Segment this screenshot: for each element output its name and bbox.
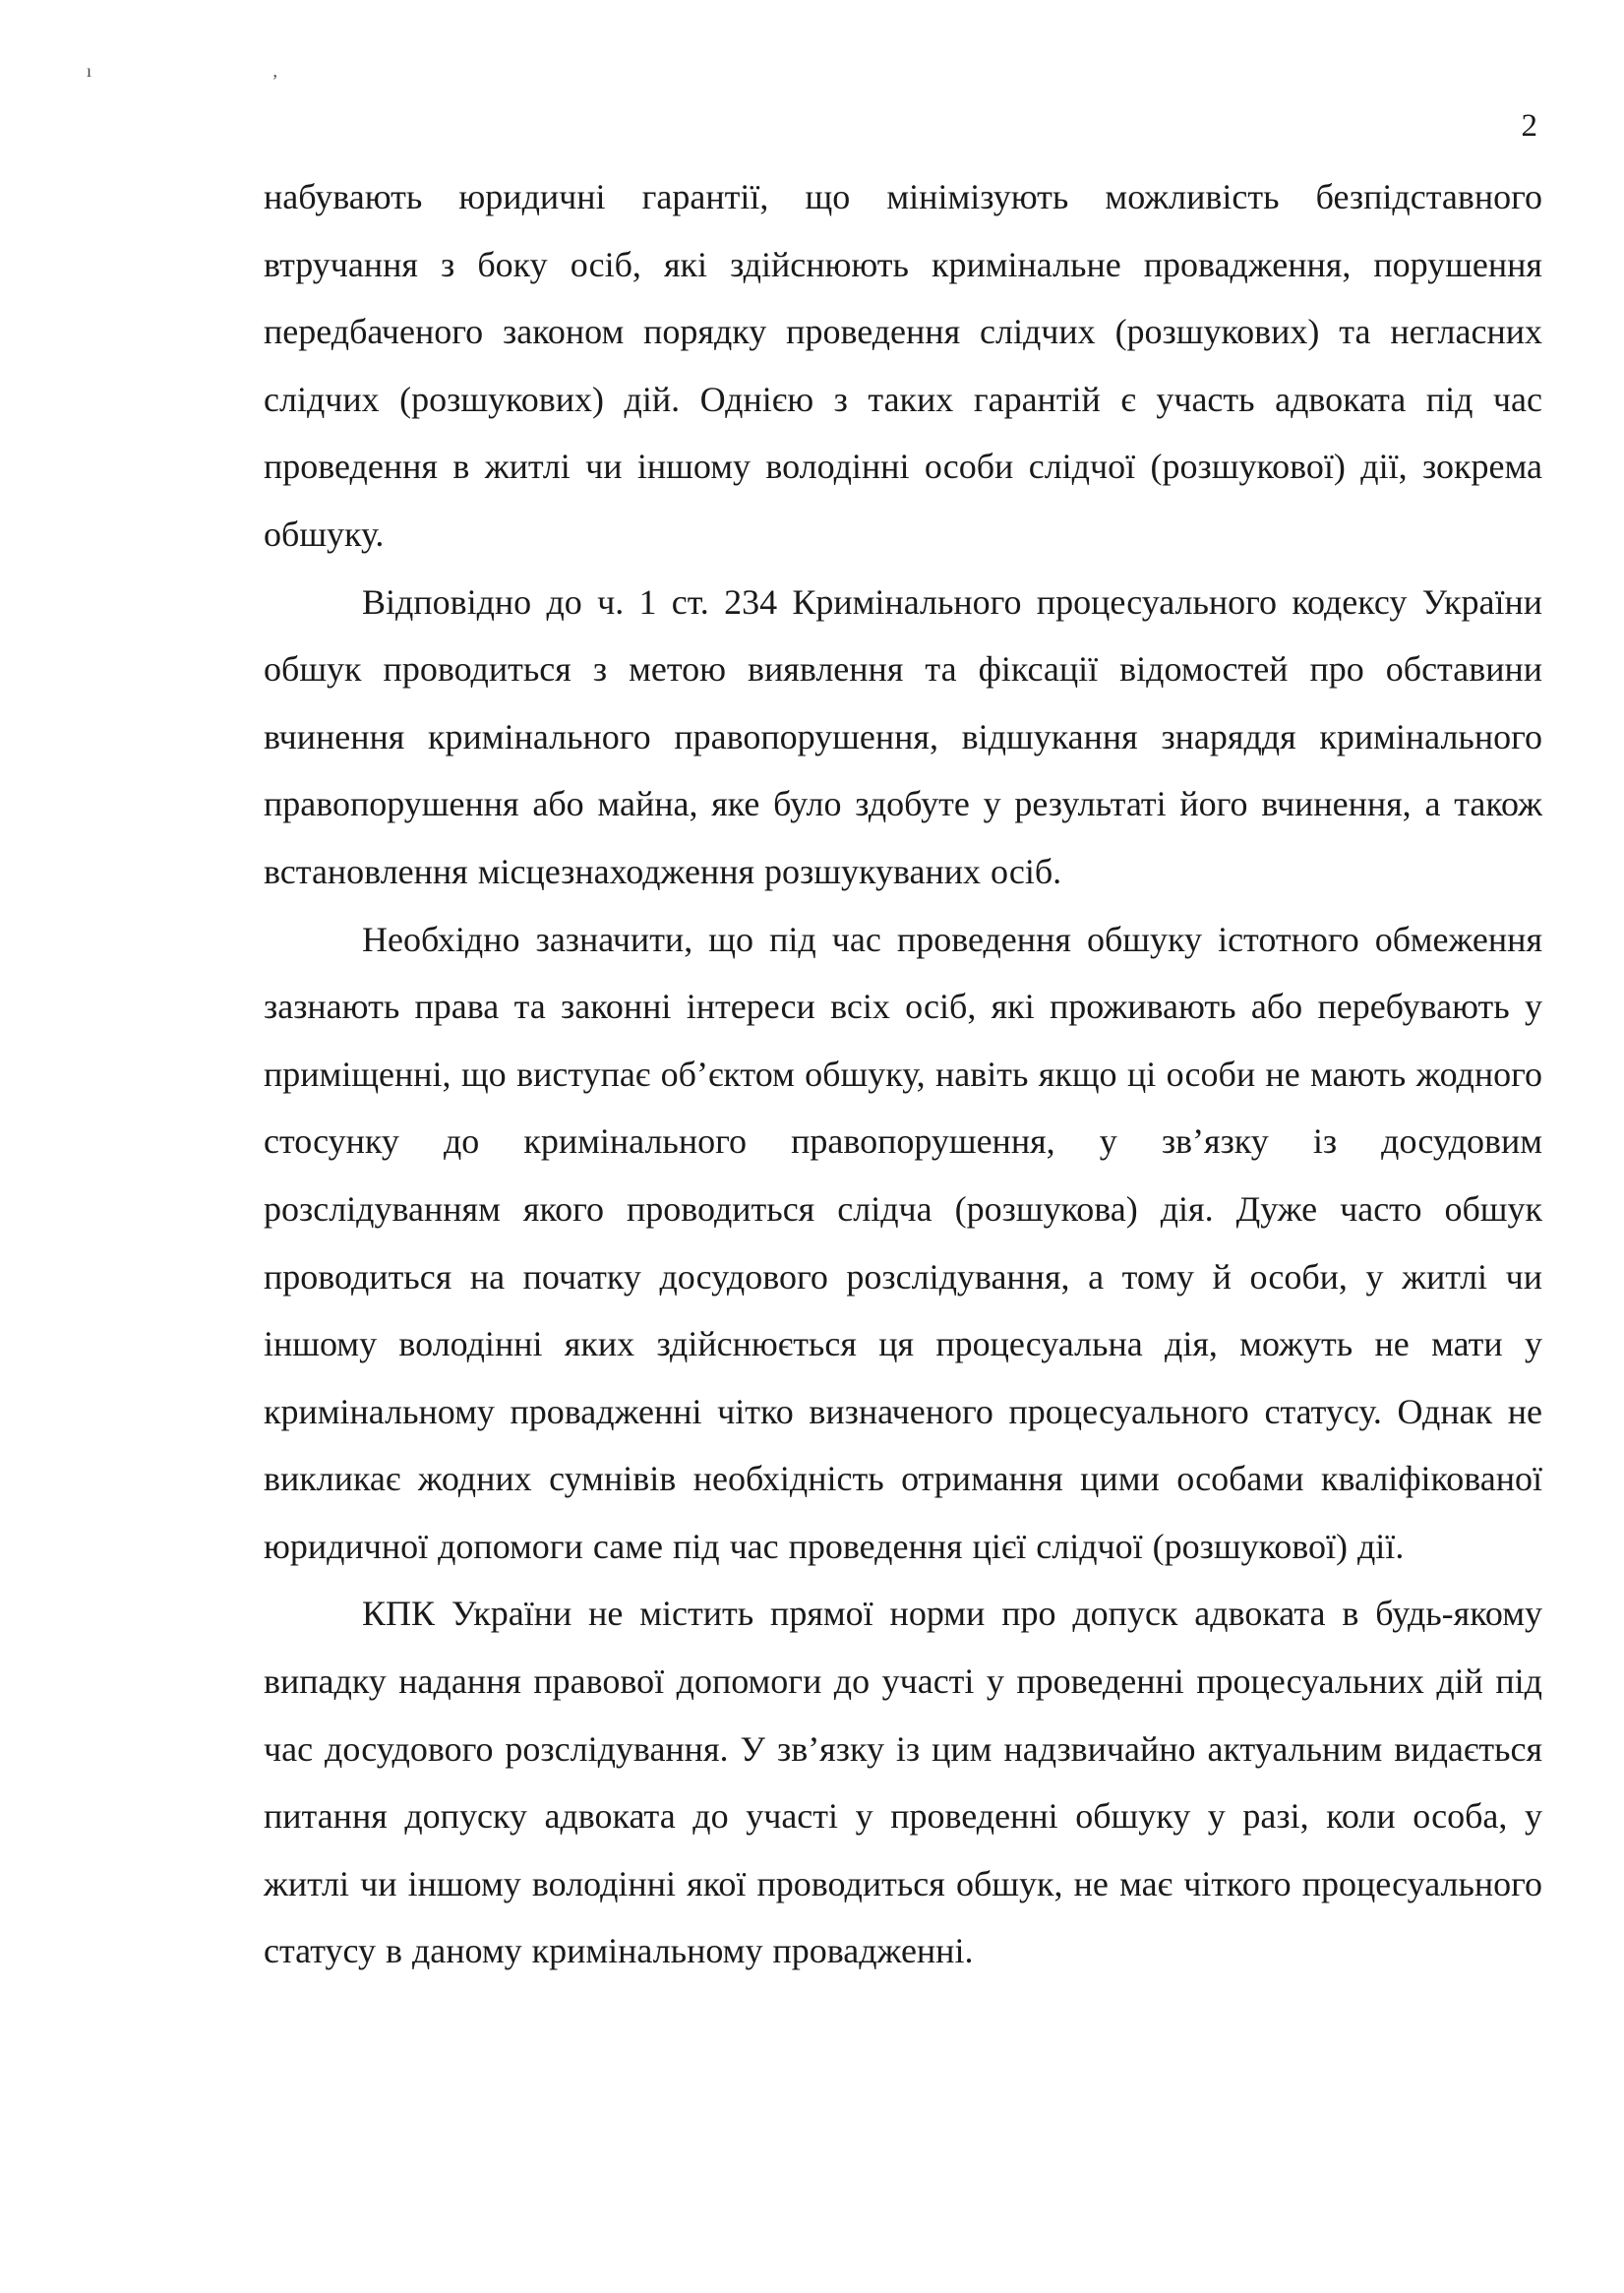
paragraph-2: Відповідно до ч. 1 ст. 234 Кримінального процесуального кодексу України обшук проводиться з метою виявлення та фіксації відомостей про обставини вчинення кримінального правопорушення, відшукання знаряддя кримінального правопорушення або майна, яке було здобуте у результаті його вчинення, а також встановлення місцезнаходження розшукуваних осіб. bbox=[264, 581, 1542, 891]
paragraph-3: Необхідно зазначити, що під час проведення обшуку істотного обмеження зазнають права та законні інтереси всіх осіб, які проживають або перебувають у приміщенні, що виступає об’єктом обшуку, навіть якщо ці особи не мають жодного стосунку до кримінального правопорушення, у зв’язку із досудовим розслідуванням якого проводиться слідча (розшукова) дія. Дуже часто обшук проводиться на початку досудового розслідування, а тому й особи, у житлі чи іншому володінні яких здійснюється ця процесуальна дія, можуть не мати у кримінальному провадженні чітко визначеного процесуального статусу. Однак не викликає жодних сумнівів необхідність отримання цими особами кваліфікованої юридичної допомоги саме під час проведення цієї слідчої (розшукової) дії. bbox=[264, 919, 1542, 1566]
paragraph-4: КПК України не містить прямої норми про допуск адвоката в будь-якому випадку надання правової допомоги до участі у проведенні процесуальних дій під час досудового розслідування. У зв’язку із цим надзвичайно актуальним видається питання допуску адвоката до участі у проведенні обшуку у разі, коли особа, у житлі чи іншому володінні якої проводиться обшук, не має чіткого процесуального статусу в даному кримінальному провадженні. bbox=[264, 1594, 1542, 1971]
page-number: 2 bbox=[1521, 108, 1537, 144]
body-text bbox=[264, 163, 1542, 1985]
scan-margin-marks: ı , bbox=[87, 61, 367, 81]
paragraph-1: набувають юридичні гарантії, що мінімізують можливість безпідставного втручання з боку осіб, які здійснюють кримінальне провадження, порушення передбаченого законом порядку проведення слідчих (розшукових) та негласних слідчих (розшукових) дій. Однією з таких гарантій є участь адвоката під час проведення в житлі чи іншому володінні особи слідчої (розшукової) дії, зокрема обшуку. bbox=[264, 177, 1542, 554]
